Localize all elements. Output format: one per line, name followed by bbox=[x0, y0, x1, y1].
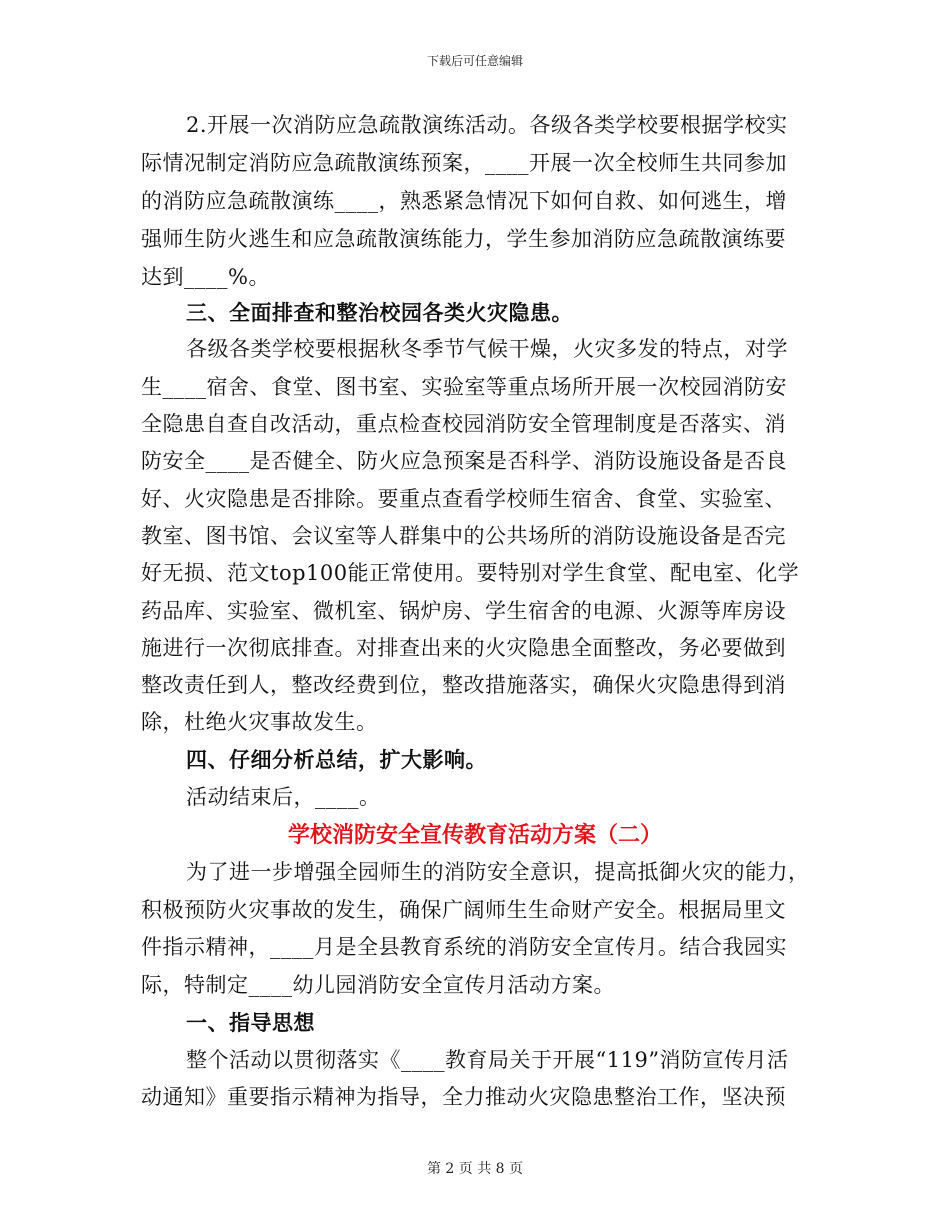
paragraph-line: 活动结束后，____。 bbox=[186, 785, 381, 809]
paragraph-line: 件指示精神，____月是全县教育系统的消防安全宣传月。结合我园实 bbox=[141, 935, 787, 959]
paragraph-line: 好无损、范文top100能正常使用。要特别对学生食堂、配电室、化学 bbox=[141, 561, 800, 585]
paragraph-line: 动通知》重要指示精神为指导，全力推动火灾隐患整治工作，坚决预 bbox=[141, 1085, 786, 1109]
document-title: 学校消防安全宣传教育活动方案（二） bbox=[287, 822, 662, 848]
paragraph-line: 各级各类学校要根据秋冬季节气候干燥，火灾多发的特点，对学 bbox=[186, 337, 788, 361]
paragraph-line: 的消防应急疏散演练____，熟悉紧急情况下如何自救、如何逃生，增 bbox=[141, 189, 787, 213]
paragraph-line: 好、火灾隐患是否排除。要重点查看学校师生宿舍、食堂、实验室、 bbox=[141, 487, 786, 511]
paragraph-line: 防安全____是否健全、防火应急预案是否科学、消防设施设备是否良 bbox=[141, 449, 787, 473]
paragraph-line: 施进行一次彻底排查。对排查出来的火灾隐患全面整改，务必要做到 bbox=[141, 636, 786, 660]
paragraph-line: 整个活动以贯彻落实《____教育局关于开展“119”消防宣传月活 bbox=[186, 1048, 789, 1072]
section-heading: 三、全面排查和整治校园各类火灾隐患。 bbox=[186, 300, 573, 325]
paragraph-line: 除，杜绝火灾事故发生。 bbox=[141, 710, 378, 734]
paragraph-line: 全隐患自查自改活动，重点检查校园消防安全管理制度是否落实、消 bbox=[141, 412, 786, 436]
paragraph-line: 达到____%。 bbox=[141, 265, 270, 289]
paragraph-line: 药品库、实验室、微机室、锅炉房、学生宿舍的电源、火源等库房设 bbox=[141, 599, 786, 623]
page-header: 下载后可任意编辑 bbox=[426, 54, 523, 68]
paragraph-line: 2.开展一次消防应急疏散演练活动。各级各类学校要根据学校实 bbox=[186, 113, 788, 137]
paragraph-line: 生____宿舍、食堂、图书室、实验室等重点场所开展一次校园消防安 bbox=[141, 375, 787, 399]
paragraph-line: 整改责任到人，整改经费到位，整改措施落实，确保火灾隐患得到消 bbox=[141, 673, 786, 697]
paragraph-line: 际，特制定____幼儿园消防安全宣传月活动方案。 bbox=[141, 973, 615, 997]
page-footer: 第 2 页 共 8 页 bbox=[426, 1161, 524, 1177]
paragraph-line: 积极预防火灾事故的发生，确保广阔师生生命财产安全。根据局里文 bbox=[141, 898, 786, 922]
paragraph-line: 为了进一步增强全园师生的消防安全意识，提高抵御火灾的能力， bbox=[186, 860, 810, 884]
section-heading: 四、仔细分析总结，扩大影响。 bbox=[186, 747, 487, 772]
paragraph-line: 强师生防火逃生和应急疏散演练能力，学生参加消防应急疏散演练要 bbox=[141, 227, 786, 251]
paragraph-line: 际情况制定消防应急疏散演练预案，____开展一次全校师生共同参加 bbox=[141, 151, 787, 175]
section-heading: 一、指导思想 bbox=[186, 1010, 315, 1035]
paragraph-line: 教室、图书馆、会议室等人群集中的公共场所的消防设施设备是否完 bbox=[141, 524, 786, 548]
